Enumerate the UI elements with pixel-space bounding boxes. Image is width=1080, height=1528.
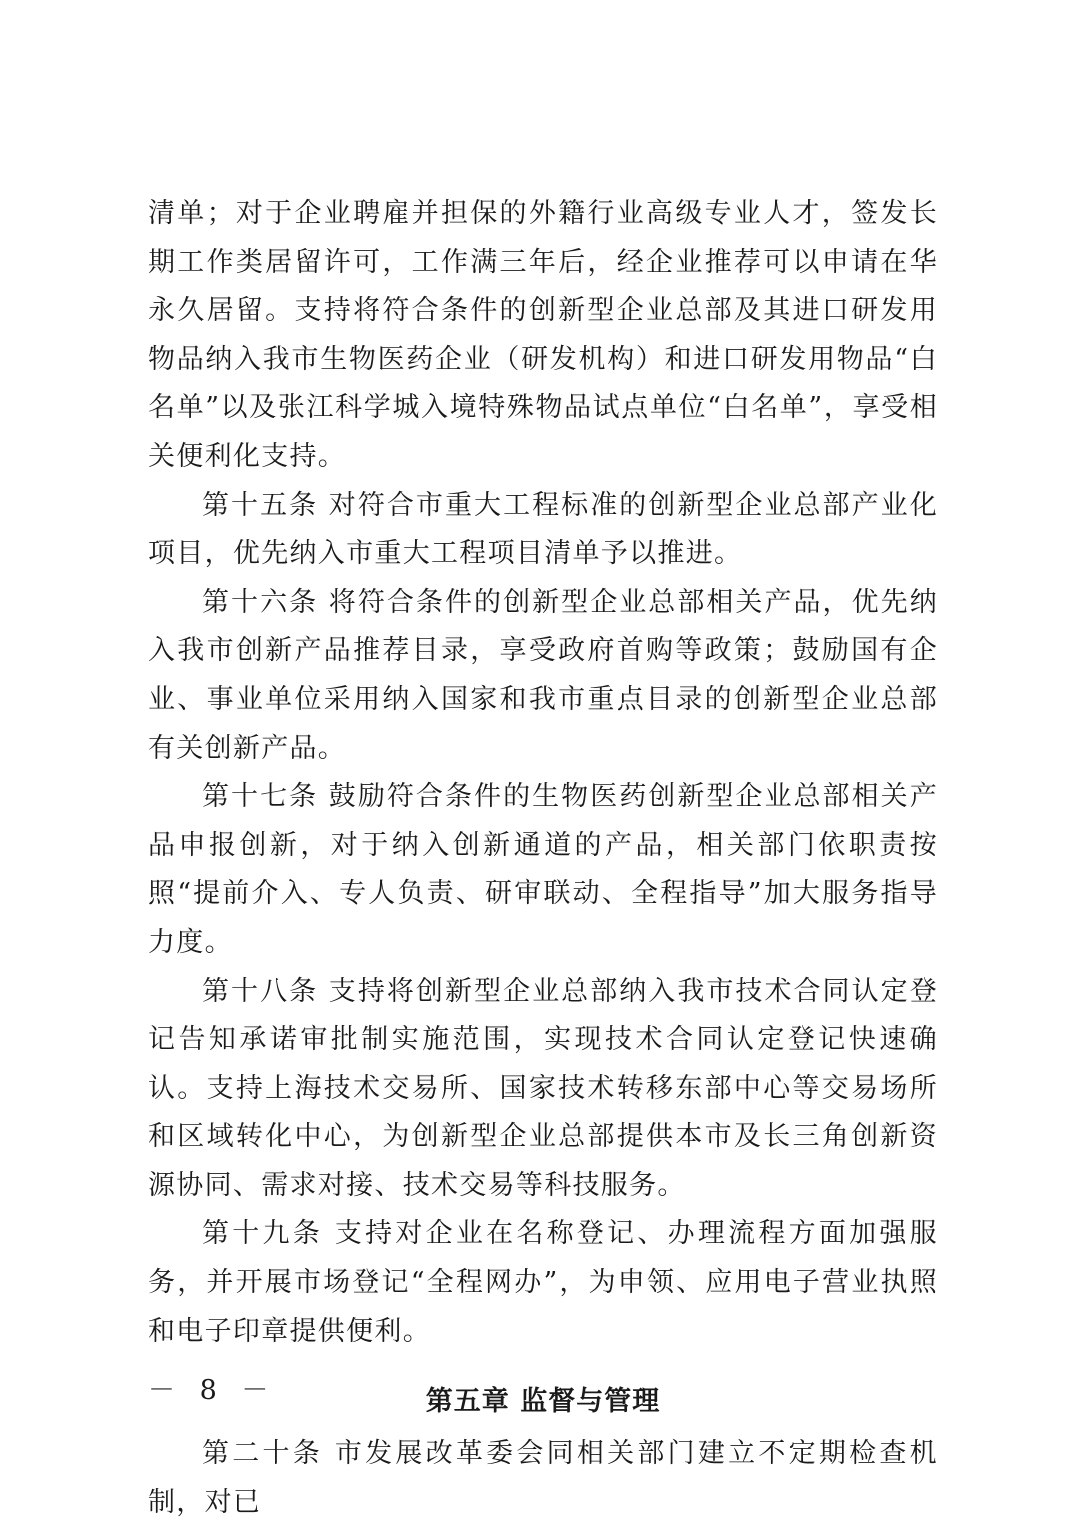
article-19: 第十九条 支持对企业在名称登记、办理流程方面加强服务，并开展市场登记“全程网办”，为申领、应用电子营业执照和电子印章提供便利。 (148, 1218, 938, 1347)
document-body (148, 190, 938, 1527)
article-16: 第十六条 将符合条件的创新型企业总部相关产品，优先纳入我市创新产品推荐目录，享受政府首购等政策；鼓励国有企业、事业单位采用纳入国家和我市重点目录的创新型企业总部有关创新产品。 (148, 586, 938, 764)
article-15: 第十五条 对符合市重大工程标准的创新型企业总部产业化项目，优先纳入市重大工程项目清单予以推进。 (148, 489, 938, 570)
article-18: 第十八条 支持将创新型企业总部纳入我市技术合同认定登记告知承诺审批制实施范围，实现技术合同认定登记快速确认。支持上海技术交易所、国家技术转移东部中心等交易场所和区域转化中心，为创新型企业总部提供本市及长三角创新资源协同、需求对接、技术交易等科技服务。 (148, 975, 938, 1201)
article-17: 第十七条 鼓励符合条件的生物医药创新型企业总部相关产品申报创新，对于纳入创新通道的产品，相关部门依职责按照“提前介入、专人负责、研审联动、全程指导”加大服务指导力度。 (148, 781, 938, 958)
chapter-heading: 第五章 监督与管理 (425, 1386, 661, 1418)
article-20: 第二十条 市发展改革委会同相关部门建立不定期检查机制，对已 (148, 1438, 938, 1518)
page-number: － 8 － (148, 1375, 277, 1406)
paragraph-continuation: 清单；对于企业聘雇并担保的外籍行业高级专业人才，签发长期工作类居留许可，工作满三年后，经企业推荐可以申请在华永久居留。支持将符合条件的创新型企业总部及其进口研发用物品纳入我市生物医药企业（研发机构）和进口研发用物品“白名单”以及张江科学城入境特殊物品试点单位“白名单”，享受相关便利化支持。 (148, 198, 938, 472)
